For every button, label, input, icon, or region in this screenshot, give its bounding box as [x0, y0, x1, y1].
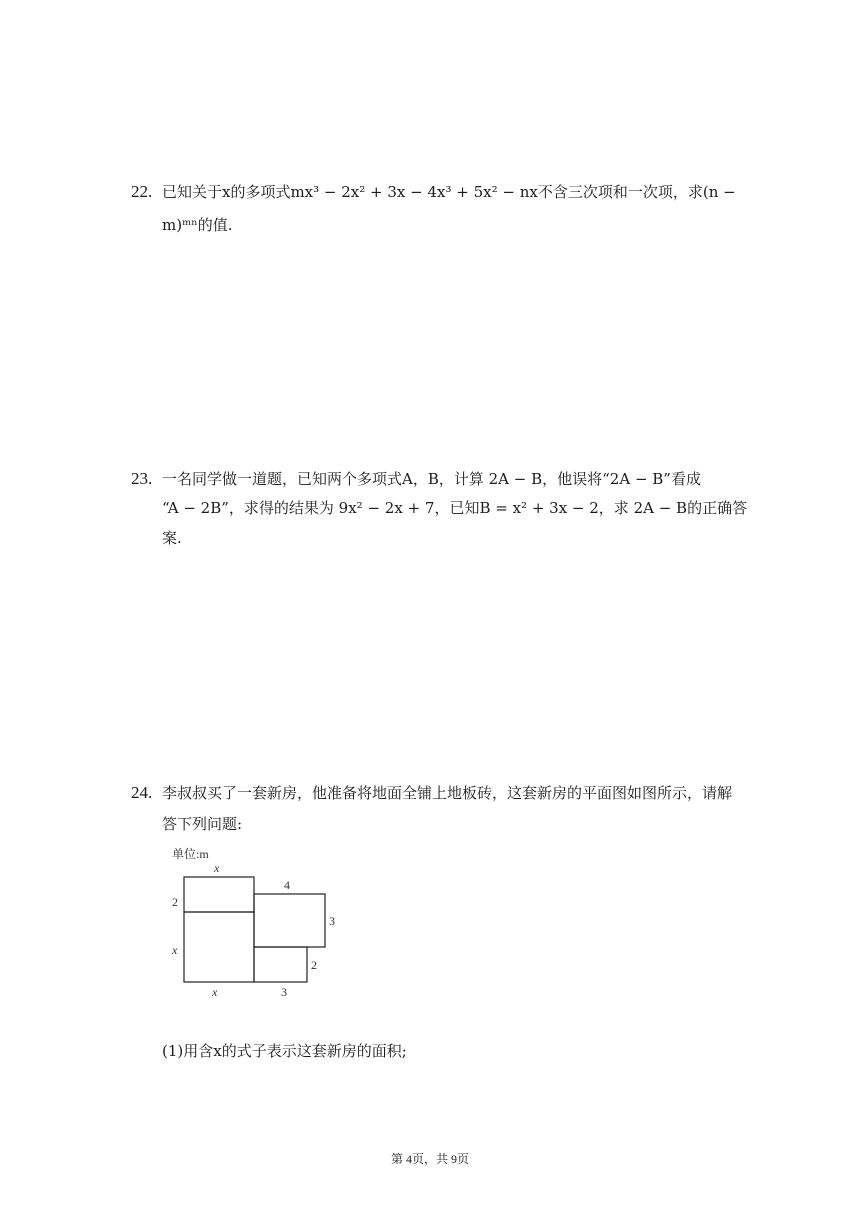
- question-text-line-2: 答下列问题:: [162, 815, 243, 833]
- question-text-line-2: m)ᵐⁿ的值.: [162, 216, 233, 234]
- question-text-line-3: 案.: [162, 529, 182, 547]
- question-text-line-1: 李叔叔买了一套新房，他准备将地面全铺上地板砖，这套新房的平面图如图所示，请解: [162, 784, 733, 802]
- left-2-label: 2: [172, 895, 178, 909]
- unit-label: 单位:m: [172, 847, 209, 861]
- floor-plan-figure: [170, 846, 345, 999]
- left-x-label: x: [172, 943, 178, 957]
- top-width-label: x: [214, 861, 220, 875]
- sub-question-1: (1)用含x的式子表示这套新房的面积;: [162, 1042, 407, 1060]
- question-number: 23.: [131, 469, 153, 488]
- question-text-line-1: 一名同学做一道题，已知两个多项式A，B，计算 2A − B，他误将“2A − B”看成: [162, 470, 701, 488]
- top-4-label: 4: [284, 878, 290, 892]
- bottom-3-label: 3: [281, 985, 287, 999]
- room-bottom-left: [184, 912, 254, 982]
- right-2-label: 2: [311, 958, 317, 972]
- question-text-line-2: “A − 2B”，求得的结果为 9x² − 2x + 7，已知B = x² + 3x − 2，求 2A − B的正确答: [162, 499, 748, 517]
- question-number: 22.: [131, 182, 153, 201]
- floor-plan-diagram: [170, 846, 345, 999]
- question-number: 24.: [131, 783, 153, 802]
- bottom-x-label: x: [212, 985, 218, 999]
- room-top-left: [184, 877, 254, 912]
- right-3-label: 3: [329, 914, 335, 928]
- room-lower-right: [254, 947, 307, 982]
- page-footer: 第 4页，共 9页: [390, 1152, 469, 1166]
- question-text-line-1: 已知关于x的多项式mx³ − 2x² + 3x − 4x³ + 5x² − nx不含三次项和一次项，求(n −: [162, 183, 736, 201]
- room-upper-right: [254, 894, 325, 947]
